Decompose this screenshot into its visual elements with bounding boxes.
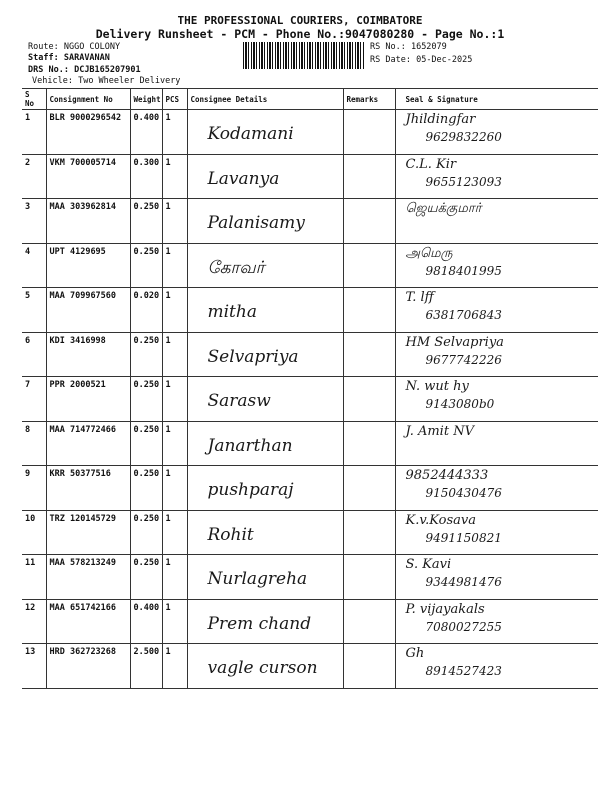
cell-consignee	[187, 332, 343, 377]
cell-consignee	[187, 377, 343, 422]
consignee-handwritten-name: pushparaj	[207, 480, 294, 500]
cell-sno: 5	[22, 288, 46, 333]
table-row	[22, 466, 598, 511]
rs-date-value: 05-Dec-2025	[416, 55, 473, 65]
cell-pcs: 1	[162, 332, 187, 377]
rs-no-line	[370, 42, 447, 52]
consignee-handwritten-name: Prem chand	[207, 613, 312, 634]
handwritten-signature: T. lff	[405, 290, 434, 305]
cell-weight: 0.250	[130, 510, 162, 555]
cell-weight: 0.250	[130, 377, 162, 422]
consignee-handwritten-name: mitha	[207, 302, 257, 322]
cell-cno: PPR 2000521	[46, 377, 130, 422]
route-line	[28, 42, 120, 52]
handwritten-phone: 9818401995	[425, 263, 502, 278]
handwritten-signature: ஜெயக்குமார்	[405, 201, 482, 216]
cell-consignee	[187, 421, 343, 466]
table-row	[22, 644, 598, 689]
cell-consignee	[187, 466, 343, 511]
cell-signature	[395, 421, 598, 466]
col-signature: Seal & Signature	[395, 89, 598, 110]
cell-sno: 11	[22, 555, 46, 600]
vehicle-line	[32, 76, 180, 86]
cell-signature	[395, 644, 598, 689]
vehicle-label: Vehicle:	[32, 76, 73, 86]
table-row	[22, 243, 598, 288]
table-header-row	[22, 89, 598, 110]
cell-remarks	[343, 332, 395, 377]
handwritten-signature: K.v.Kosava	[405, 512, 476, 528]
cell-sno: 12	[22, 599, 46, 644]
table-row	[22, 555, 598, 600]
cell-consignee	[187, 110, 343, 155]
cell-weight: 0.400	[130, 599, 162, 644]
cell-signature	[395, 599, 598, 644]
cell-pcs: 1	[162, 555, 187, 600]
table-row	[22, 199, 598, 244]
barcode	[243, 42, 365, 69]
handwritten-signature: 9852444333	[405, 468, 489, 483]
cell-signature	[395, 199, 598, 244]
col-weight: Weight	[130, 89, 162, 110]
table-row	[22, 332, 598, 377]
handwritten-phone: 8914527423	[425, 664, 502, 678]
table-row	[22, 288, 598, 333]
consignee-handwritten-name: Janarthan	[207, 435, 293, 456]
handwritten-phone: 9143080b0	[425, 397, 495, 411]
handwritten-signature: Jhildingfar	[405, 112, 476, 127]
col-pcs: PCS	[162, 89, 187, 110]
cell-signature	[395, 110, 598, 155]
cell-weight: 2.500	[130, 644, 162, 689]
cell-cno: TRZ 120145729	[46, 510, 130, 555]
cell-remarks	[343, 644, 395, 689]
handwritten-phone: 9150430476	[425, 486, 502, 500]
cell-sno: 2	[22, 154, 46, 199]
cell-sno: 4	[22, 243, 46, 288]
drs-value: DCJB165207901	[74, 65, 141, 75]
cell-sno: 10	[22, 510, 46, 555]
cell-cno: BLR 9000296542	[46, 110, 130, 155]
rs-no-label: RS No.:	[370, 42, 406, 52]
cell-sno: 9	[22, 466, 46, 511]
cell-signature	[395, 243, 598, 288]
staff-value: SARAVANAN	[63, 53, 110, 63]
cell-pcs: 1	[162, 110, 187, 155]
cell-signature	[395, 332, 598, 377]
cell-consignee	[187, 199, 343, 244]
table-row	[22, 510, 598, 555]
cell-remarks	[343, 466, 395, 511]
cell-signature	[395, 555, 598, 600]
cell-signature	[395, 466, 598, 511]
col-remarks: Remarks	[343, 89, 395, 110]
handwritten-phone: 7080027255	[425, 619, 502, 634]
cell-pcs: 1	[162, 154, 187, 199]
handwritten-signature: அமெரு	[405, 245, 453, 261]
cell-remarks	[343, 377, 395, 422]
cell-consignee	[187, 510, 343, 555]
route-value: NGGO COLONY	[63, 42, 121, 52]
consignee-handwritten-name: Kodamani	[207, 124, 294, 144]
cell-remarks	[343, 510, 395, 555]
cell-weight: 0.300	[130, 154, 162, 199]
cell-weight: 0.400	[130, 110, 162, 155]
handwritten-signature: HM Selvapriya	[405, 334, 504, 350]
table-row	[22, 110, 598, 155]
cell-sno: 8	[22, 421, 46, 466]
cell-weight: 0.020	[130, 288, 162, 333]
cell-sno: 1	[22, 110, 46, 155]
table-row	[22, 377, 598, 422]
handwritten-signature: N. wut hy	[405, 379, 469, 394]
cell-consignee	[187, 555, 343, 600]
cell-pcs: 1	[162, 288, 187, 333]
rs-date-line	[370, 55, 472, 65]
handwritten-phone: 9491150821	[425, 530, 502, 545]
rs-no-value: 1652079	[410, 42, 447, 52]
cell-weight: 0.250	[130, 466, 162, 511]
consignee-handwritten-name: Selvapriya	[207, 346, 299, 367]
cell-signature	[395, 510, 598, 555]
cell-remarks	[343, 288, 395, 333]
drs-line	[28, 65, 141, 75]
cell-consignee	[187, 243, 343, 288]
handwritten-signature: J. Amit NV	[405, 423, 474, 439]
handwritten-phone: 9655123093	[425, 174, 502, 189]
cell-weight: 0.250	[130, 199, 162, 244]
cell-consignee	[187, 644, 343, 689]
cell-weight: 0.250	[130, 421, 162, 466]
runsheet-subtitle: Delivery Runsheet - PCM - Phone No.:9047080280 - Page No.:1	[95, 27, 505, 41]
consignee-handwritten-name: vagle curson	[207, 658, 318, 678]
cell-cno: VKM 700005714	[46, 154, 130, 199]
consignee-handwritten-name: கோவர்	[207, 257, 265, 278]
cell-remarks	[343, 599, 395, 644]
cell-weight: 0.250	[130, 555, 162, 600]
cell-pcs: 1	[162, 510, 187, 555]
cell-cno: MAA 714772466	[46, 421, 130, 466]
cell-sno: 13	[22, 644, 46, 689]
cell-cno: KRR 50377516	[46, 466, 130, 511]
consignee-handwritten-name: Palanisamy	[207, 213, 305, 233]
cell-cno: KDI 3416998	[46, 332, 130, 377]
consignee-handwritten-name: Lavanya	[207, 168, 280, 189]
route-label: Route:	[28, 42, 59, 52]
cell-sno: 3	[22, 199, 46, 244]
cell-sno: 6	[22, 332, 46, 377]
cell-cno: HRD 362723268	[46, 644, 130, 689]
cell-consignee	[187, 599, 343, 644]
cell-cno: MAA 303962814	[46, 199, 130, 244]
cell-remarks	[343, 421, 395, 466]
cell-cno: UPT 4129695	[46, 243, 130, 288]
cell-consignee	[187, 154, 343, 199]
handwritten-phone: 9344981476	[425, 575, 502, 589]
handwritten-signature: S. Kavi	[405, 557, 452, 572]
cell-remarks	[343, 199, 395, 244]
col-consignee: Consignee Details	[187, 89, 343, 110]
handwritten-signature: P. vijayakals	[405, 601, 485, 617]
handwritten-phone: 9677742226	[425, 352, 502, 367]
cell-pcs: 1	[162, 199, 187, 244]
cell-pcs: 1	[162, 466, 187, 511]
cell-pcs: 1	[162, 377, 187, 422]
consignee-handwritten-name: Nurlagreha	[207, 569, 308, 589]
consignee-handwritten-name: Sarasw	[207, 391, 271, 411]
vehicle-value: Two Wheeler Delivery	[78, 76, 181, 86]
cell-pcs: 1	[162, 243, 187, 288]
col-consignment: Consignment No	[46, 89, 130, 110]
rs-date-label: RS Date:	[370, 55, 411, 65]
cell-remarks	[343, 555, 395, 600]
cell-weight: 0.250	[130, 332, 162, 377]
cell-remarks	[343, 110, 395, 155]
cell-signature	[395, 154, 598, 199]
cell-remarks	[343, 154, 395, 199]
cell-cno: MAA 578213249	[46, 555, 130, 600]
cell-weight: 0.250	[130, 243, 162, 288]
handwritten-signature: Gh	[405, 646, 425, 661]
cell-signature	[395, 288, 598, 333]
handwritten-phone: 9629832260	[425, 130, 502, 144]
cell-signature	[395, 377, 598, 422]
staff-label: Staff:	[28, 53, 59, 63]
table-row	[22, 421, 598, 466]
cell-cno: MAA 709967560	[46, 288, 130, 333]
table-row	[22, 154, 598, 199]
cell-consignee	[187, 288, 343, 333]
cell-pcs: 1	[162, 644, 187, 689]
col-sno: S No	[22, 89, 46, 110]
drs-label: DRS No.:	[28, 65, 69, 75]
company-title: THE PROFESSIONAL COURIERS, COIMBATORE	[177, 14, 423, 27]
handwritten-signature: C.L. Kir	[405, 156, 457, 172]
cell-sno: 7	[22, 377, 46, 422]
consignee-handwritten-name: Rohit	[207, 524, 254, 545]
staff-line	[28, 53, 110, 63]
cell-cno: MAA 651742166	[46, 599, 130, 644]
cell-pcs: 1	[162, 421, 187, 466]
handwritten-phone: 6381706843	[425, 308, 502, 322]
cell-remarks	[343, 243, 395, 288]
cell-pcs: 1	[162, 599, 187, 644]
table-row	[22, 599, 598, 644]
runsheet-table	[22, 88, 598, 689]
